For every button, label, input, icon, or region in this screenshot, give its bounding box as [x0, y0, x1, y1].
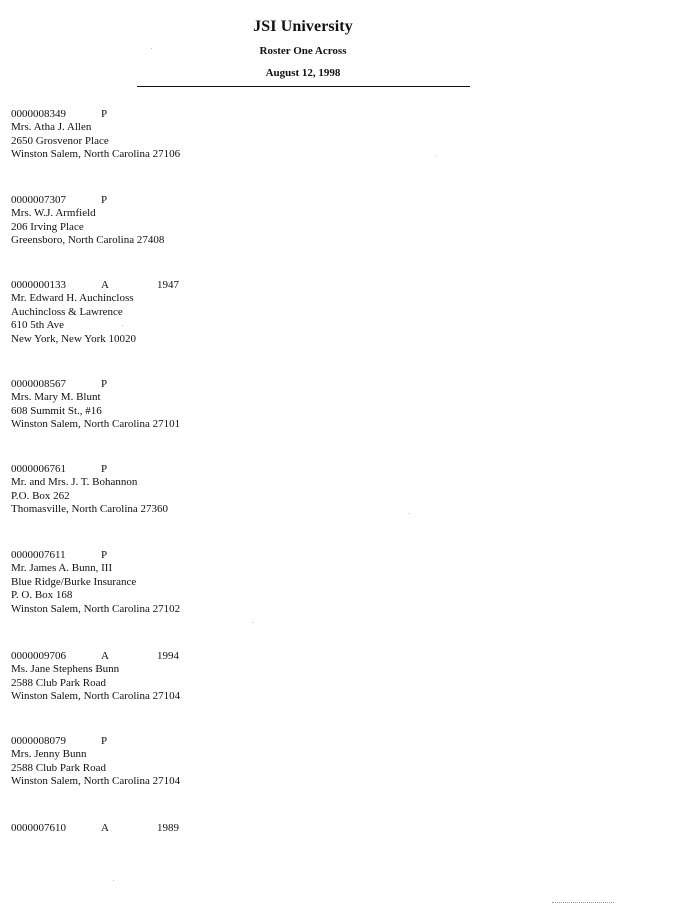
entry-name: Mrs. Mary M. Blunt [11, 391, 101, 404]
entry-address-line: Winston Salem, North Carolina 27104 [11, 775, 181, 788]
roster-entry [11, 463, 168, 517]
document-subtitle: Roster One Across [259, 45, 347, 57]
entry-id: 0000008079 [11, 735, 66, 747]
entry-address-line: 608 Summit St., #16 [11, 404, 102, 417]
entry-address-line: 2588 Club Park Road [11, 676, 107, 689]
roster-entry [11, 378, 180, 432]
entry-address-line: New York, New York 10020 [11, 332, 136, 345]
scan-speck [113, 880, 114, 881]
entry-address-line: Auchincloss & Lawrence [11, 305, 123, 318]
scan-speck [409, 513, 410, 514]
entry-id-row [11, 650, 180, 663]
entry-class-year: 1994 [157, 650, 179, 662]
entry-id-row [11, 279, 179, 292]
entry-id: 0000006761 [11, 463, 66, 475]
entry-id-row [11, 194, 164, 207]
document-date: August 12, 1998 [265, 67, 341, 79]
entry-address-line: 610 5th Ave [11, 319, 64, 332]
entry-address-line: Blue Ridge/Burke Insurance [11, 575, 137, 588]
entry-address-line: 2588 Club Park Road [11, 761, 107, 774]
header-rule [137, 86, 470, 87]
entry-address-line: Greensboro, North Carolina 27408 [11, 234, 165, 247]
entry-name: Mrs. Jenny Bunn [11, 748, 87, 761]
entry-address-line: P. O. Box 168 [11, 589, 73, 602]
entry-class-year: 1947 [157, 279, 179, 291]
entry-status: P [101, 549, 108, 561]
entry-status: P [101, 463, 108, 475]
entry-name: Ms. Jane Stephens Bunn [11, 663, 120, 676]
entry-id: 0000008567 [11, 378, 66, 390]
entry-status: P [101, 378, 108, 390]
entry-id-row [11, 549, 180, 562]
entry-id: 0000007610 [11, 822, 66, 834]
entry-status: P [101, 735, 108, 747]
entry-address-line: 2650 Grosvenor Place [11, 134, 109, 147]
entry-id-row [11, 378, 180, 391]
entry-address-line: Thomasville, North Carolina 27360 [11, 503, 169, 516]
roster-entry [11, 279, 179, 346]
entry-name: Mr. James A. Bunn, III [11, 562, 113, 575]
entry-id: 0000000133 [11, 279, 66, 291]
entry-id-row [11, 735, 180, 748]
entry-id: 0000007611 [11, 549, 66, 561]
scan-speck [151, 48, 152, 49]
entry-id: 0000007307 [11, 194, 66, 206]
entry-address-line: 206 Irving Place [11, 220, 84, 233]
entry-id: 0000008349 [11, 108, 66, 120]
roster-entry [11, 549, 180, 616]
entry-name: Mrs. W.J. Armfield [11, 207, 96, 220]
scan-speck [122, 325, 123, 326]
entry-name: Mrs. Atha J. Allen [11, 121, 92, 134]
entry-status: A [101, 279, 109, 291]
entry-address-line: Winston Salem, North Carolina 27106 [11, 148, 181, 161]
roster-entry [11, 735, 180, 789]
entry-address-line: P.O. Box 262 [11, 489, 70, 502]
entry-address-line: Winston Salem, North Carolina 27102 [11, 602, 181, 615]
roster-entry [11, 194, 164, 248]
entry-status: A [101, 650, 109, 662]
entry-status: P [101, 194, 108, 206]
entry-id-row [11, 463, 168, 476]
scan-speck [252, 622, 253, 623]
scan-speck [436, 155, 437, 156]
document-title: JSI University [253, 18, 353, 35]
entry-id-row [11, 108, 180, 121]
entry-class-year: 1989 [157, 822, 179, 834]
roster-entry [11, 650, 180, 704]
entry-id: 0000009706 [11, 650, 66, 662]
entry-name: Mr. and Mrs. J. T. Bohannon [11, 476, 138, 489]
entry-name: Mr. Edward H. Auchincloss [11, 292, 134, 305]
entry-address-line: Winston Salem, North Carolina 27104 [11, 690, 181, 703]
footer-mark [552, 902, 614, 903]
roster-entry [11, 108, 180, 162]
entry-address-line: Winston Salem, North Carolina 27101 [11, 418, 181, 431]
entry-status: P [101, 108, 108, 120]
entry-status: A [101, 822, 109, 834]
